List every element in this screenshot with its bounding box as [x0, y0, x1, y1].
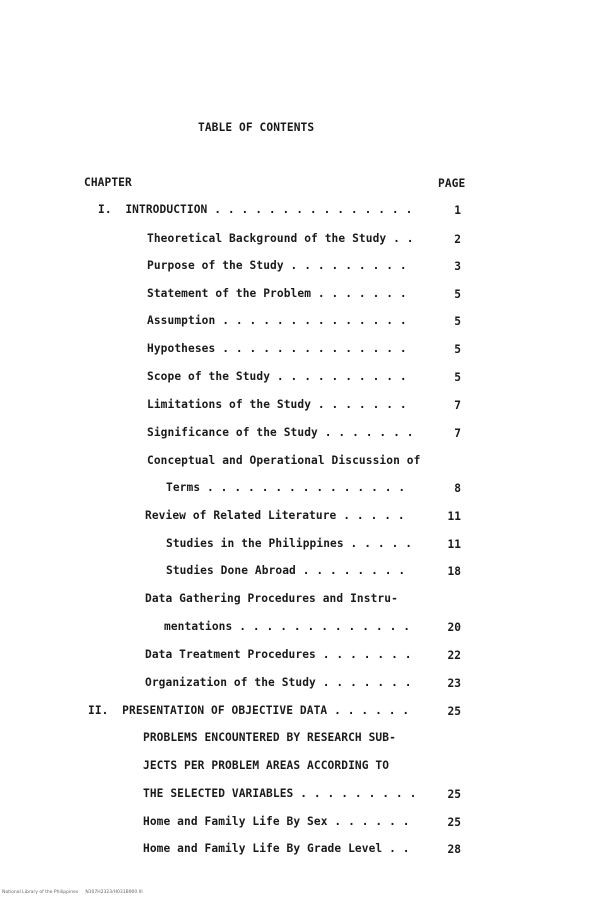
toc-entry: Home and Family Life By Grade Level . .	[143, 842, 410, 855]
toc-entry: Scope of the Study . . . . . . . . . .	[147, 370, 407, 383]
toc-entry: Limitations of the Study . . . . . . .	[147, 398, 407, 411]
toc-entry-page: 11	[447, 510, 461, 523]
toc-entry: Home and Family Life By Sex . . . . . .	[143, 815, 410, 828]
toc-entry-page: 5	[454, 371, 461, 384]
toc-entry: Organization of the Study . . . . . . .	[145, 676, 412, 689]
toc-entry: Statement of the Problem . . . . . . .	[147, 287, 407, 300]
toc-entry: mentations . . . . . . . . . . . . .	[164, 620, 411, 633]
toc-entry-page: 22	[447, 649, 461, 662]
toc-entry: Data Gathering Procedures and Instru-	[145, 592, 398, 605]
scan-footer: National Library of the Philippines N107H2323/H031B900 III	[2, 890, 143, 895]
toc-entry-page: 25	[447, 705, 461, 718]
toc-entry-page: 1	[454, 204, 461, 217]
toc-entry-page: 7	[454, 427, 461, 440]
toc-entry: Theoretical Background of the Study . .	[147, 232, 414, 245]
toc-entry: Purpose of the Study . . . . . . . . .	[147, 259, 407, 272]
toc-entry-page: 25	[447, 788, 461, 801]
toc-entry-page: 11	[447, 538, 461, 551]
toc-entry: THE SELECTED VARIABLES . . . . . . . . .	[143, 787, 417, 800]
toc-entry: Hypotheses . . . . . . . . . . . . . .	[147, 342, 407, 355]
toc-entry: JECTS PER PROBLEM AREAS ACCORDING TO	[143, 759, 390, 772]
toc-entry: Terms . . . . . . . . . . . . . . .	[166, 481, 406, 494]
toc-entry: Studies in the Philippines . . . . .	[166, 537, 413, 550]
toc-entry: Significance of the Study . . . . . . .	[147, 426, 414, 439]
toc-entry-page: 28	[447, 843, 461, 856]
chapter-column-header: CHAPTER	[84, 176, 132, 189]
page-title: TABLE OF CONTENTS	[198, 121, 315, 134]
toc-entry-page: 3	[454, 260, 461, 273]
toc-entry-page: 20	[447, 621, 461, 634]
toc-entry: Studies Done Abroad . . . . . . . .	[166, 564, 406, 577]
toc-entry-page: 8	[454, 482, 461, 495]
toc-entry: Data Treatment Procedures . . . . . . .	[145, 648, 412, 661]
toc-entry-page: 5	[454, 315, 461, 328]
toc-entry-page: 5	[454, 288, 461, 301]
toc-entry: Assumption . . . . . . . . . . . . . .	[147, 314, 407, 327]
toc-entry-page: 5	[454, 343, 461, 356]
toc-entry-page: 23	[447, 677, 461, 690]
toc-entry: I. INTRODUCTION . . . . . . . . . . . . . . .	[98, 203, 413, 216]
toc-entry: Conceptual and Operational Discussion of	[147, 454, 421, 467]
toc-entry: PROBLEMS ENCOUNTERED BY RESEARCH SUB-	[143, 731, 396, 744]
toc-entry-page: 25	[447, 816, 461, 829]
toc-entry-page: 7	[454, 399, 461, 412]
toc-entry: II. PRESENTATION OF OBJECTIVE DATA . . . . . .	[88, 704, 410, 717]
toc-entry-page: 18	[447, 565, 461, 578]
page-column-header: PAGE	[438, 177, 466, 190]
toc-entry-page: 2	[454, 233, 461, 246]
toc-entry: Review of Related Literature . . . . .	[145, 509, 405, 522]
